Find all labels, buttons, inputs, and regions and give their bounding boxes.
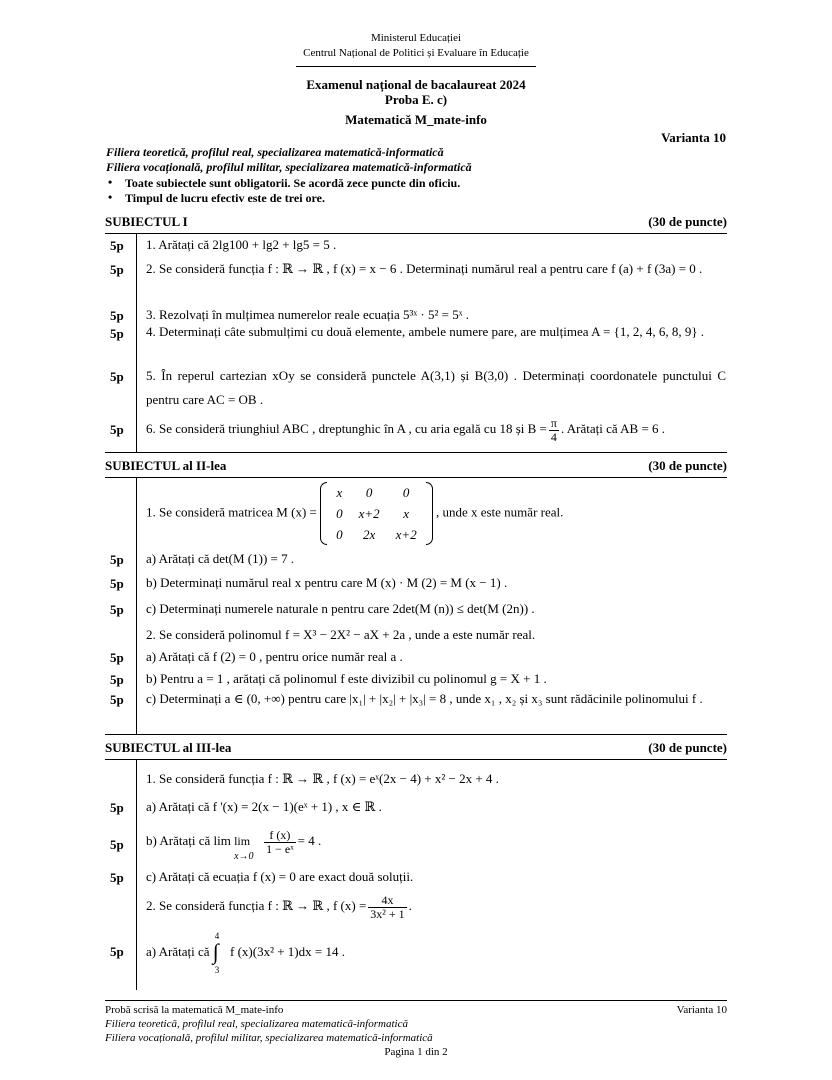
variant-label: Varianta 10 — [661, 130, 726, 145]
rule-2: Timpul de lucru efectiv este de trei ore. — [125, 191, 325, 205]
section-title: SUBIECTUL al II-lea — [105, 458, 227, 473]
s1-q2: 2. Se consideră funcția f : ℝ → ℝ , f (x) = x − 6 . Determinați numărul real a pentru care f (a) + f (3a) = 0 . — [146, 261, 703, 276]
function-fraction — [368, 894, 406, 921]
section-1-header — [105, 214, 727, 230]
fraction-denominator: 4 — [550, 429, 557, 444]
s1-q6-text: 6. Se consideră triunghiul ABC , dreptunghic în A , cu aria egală cu 18 și B = — [146, 421, 547, 436]
matrix — [320, 482, 433, 545]
matrix-cell: 0 — [365, 485, 373, 500]
section-1-margin-line — [136, 234, 137, 452]
points-label: 5p — [110, 262, 124, 277]
s2-q2-intro: 2. Se consideră polinomul f = X³ − 2X² − aX + 2a , unde a este număr real. — [146, 627, 536, 642]
limit-operator: lim — [234, 834, 251, 849]
proba: Proba E. c) — [384, 92, 448, 107]
filiera-2: Filiera vocațională, profilul militar, specializarea matematică-informatică — [106, 160, 472, 174]
matrix-cell: 0 — [336, 506, 343, 521]
section-title: SUBIECTUL I — [105, 214, 188, 229]
s2-q1-tail: , unde x este număr real. — [435, 504, 564, 520]
integral — [213, 931, 227, 975]
filiera-1: Filiera teoretică, profilul real, specializarea matematică-informatică — [106, 145, 444, 159]
section-title: SUBIECTUL al III-lea — [105, 740, 232, 755]
s1-q6 — [146, 414, 726, 444]
points-label: 5p — [110, 576, 124, 591]
points-label: 5p — [110, 238, 124, 253]
s1-q5: 5. În reperul cartezian xOy se consideră punctele A(3,1) și B(3,0) . Determinați coordonatele punctului C pentru care AC = OB . — [146, 368, 726, 407]
points-label: 5p — [110, 672, 124, 687]
section-points: (30 de puncte) — [648, 740, 727, 755]
footer-line-1: Probă scrisă la matematică M_mate-info — [105, 1004, 284, 1016]
s3-q2-text: 2. Se consideră funcția f : ℝ → ℝ , f (x) = — [146, 898, 367, 913]
bullet-icon: • — [108, 175, 113, 189]
s2-q2a: a) Arătați că f (2) = 0 , pentru orice număr real a . — [146, 649, 403, 664]
integral-lower-limit: 3 — [214, 965, 220, 976]
s3-q1-intro: 1. Se consideră funcția f : ℝ → ℝ , f (x) = eˣ(2x − 4) + x² − 2x + 4 . — [146, 771, 499, 786]
s3-q2a-tail: f (x)(3x² + 1)dx = 14 . — [230, 944, 345, 959]
section-points: (30 de puncte) — [648, 214, 727, 229]
section-2-margin-line — [136, 478, 137, 734]
points-label: 5p — [110, 837, 124, 852]
s2-q2c: c) Determinați a ∈ (0, +∞) pentru care |x₁| + |x₂| + |x₃| = 8 , unde x₁ , x₂ și x₃ sunt rădăcinile polinomului f . — [146, 691, 703, 706]
section-2-top-rule — [105, 477, 727, 478]
subject-title: Matematică M_mate-info — [345, 112, 487, 127]
matrix-cell: x+2 — [395, 527, 417, 542]
s3-q1b — [146, 824, 726, 863]
section-3-header — [105, 740, 727, 756]
section-2-bottom-rule — [105, 734, 727, 735]
page-number: Pagina 1 din 2 — [384, 1046, 448, 1058]
integral-upper-limit: 4 — [214, 931, 220, 942]
matrix-cell: 0 — [336, 527, 343, 542]
fraction-denominator: 3x² + 1 — [370, 906, 405, 921]
exam-title: Examenul național de bacalaureat 2024 — [306, 77, 526, 92]
limit-subscript: x→0 — [234, 851, 254, 863]
matrix-cell: x — [403, 506, 410, 521]
s3-q1b-tail: = 4 . — [297, 833, 322, 848]
ministry: Ministerul Educației — [370, 32, 462, 44]
s1-q6-tail: . Arătați că AB = 6 . — [560, 421, 666, 436]
s1-q1: 1. Arătați că 2lg100 + lg2 + lg5 = 5 . — [146, 237, 337, 252]
section-2-header — [105, 458, 727, 474]
angle-fraction — [549, 417, 559, 444]
s3-q1b-text: b) Arătați că lim — [146, 833, 231, 848]
rule-1: Toate subiectele sunt obligatorii. Se acordă zece puncte din oficiu. — [125, 176, 461, 190]
points-label: 5p — [110, 944, 124, 959]
points-label: 5p — [110, 552, 124, 567]
section-1-bottom-rule — [105, 452, 727, 453]
s3-q2-intro — [146, 888, 726, 924]
points-label: 5p — [110, 422, 124, 437]
points-label: 5p — [110, 369, 124, 384]
s2-q1-intro — [146, 482, 726, 545]
matrix-cell: x+2 — [358, 506, 380, 521]
points-label: 5p — [110, 692, 124, 707]
points-label: 5p — [110, 308, 124, 323]
s2-q1a: a) Arătați că det(M (1)) = 7 . — [146, 551, 295, 566]
points-label: 5p — [110, 602, 124, 617]
points-label: 5p — [110, 650, 124, 665]
limit-fraction — [264, 829, 296, 856]
fraction-numerator: π — [550, 415, 557, 430]
center-name: Centrul Național de Politici și Evaluare în Educație — [303, 47, 529, 59]
s3-q2-tail: . — [408, 898, 412, 913]
s3-q1a: a) Arătați că f '(x) = 2(x − 1)(eˣ + 1) , x ∈ ℝ . — [146, 799, 382, 814]
s3-q2a — [146, 930, 726, 975]
footer-line-2: Filiera teoretică, profilul real, specializarea matematică-informatică — [105, 1018, 408, 1030]
s2-q1c: c) Determinați numerele naturale n pentru care 2det(M (n)) ≤ det(M (2n)) . — [146, 601, 535, 616]
integral-icon: ∫ — [212, 939, 219, 965]
matrix-cell: x — [336, 485, 343, 500]
s3-q1c: c) Arătați că ecuația f (x) = 0 are exact două soluții. — [146, 869, 414, 884]
points-label: 5p — [110, 870, 124, 885]
fraction-numerator: 4x — [368, 894, 406, 908]
header-divider — [296, 66, 536, 67]
fraction-numerator: f (x) — [264, 829, 296, 843]
s2-q2b: b) Pentru a = 1 , arătați că polinomul f este divizibil cu polinomul g = X + 1 . — [146, 671, 547, 686]
s2-q1-text: 1. Se consideră matricea M (x) = — [146, 504, 317, 520]
points-label: 5p — [110, 800, 124, 815]
matrix-table — [328, 482, 425, 545]
points-label: 5p — [110, 326, 124, 341]
s3-q2a-text: a) Arătați că — [146, 944, 210, 959]
s1-q4: 4. Determinați câte submulțimi cu două elemente, ambele numere pare, are mulțimea A = {1, 2, 4, 6, 8, 9} . — [146, 324, 705, 339]
section-3-margin-line — [136, 760, 137, 990]
s1-q3: 3. Rezolvați în mulțimea numerelor reale ecuația 5³ˣ · 5² = 5ˣ . — [146, 307, 469, 322]
footer-rule — [105, 1000, 727, 1001]
section-3-top-rule — [105, 759, 727, 760]
section-points: (30 de puncte) — [648, 458, 727, 473]
footer-line-3: Filiera vocațională, profilul militar, specializarea matematică-informatică — [105, 1032, 433, 1044]
bullet-icon: • — [108, 190, 113, 204]
fraction-denominator: 1 − eˣ — [266, 841, 294, 856]
limit — [234, 825, 262, 863]
matrix-cell: 0 — [402, 485, 410, 500]
matrix-cell: 2x — [362, 527, 376, 542]
footer-variant: Varianta 10 — [676, 1004, 727, 1016]
s2-q1b: b) Determinați numărul real x pentru care M (x) · M (2) = M (x − 1) . — [146, 575, 508, 590]
